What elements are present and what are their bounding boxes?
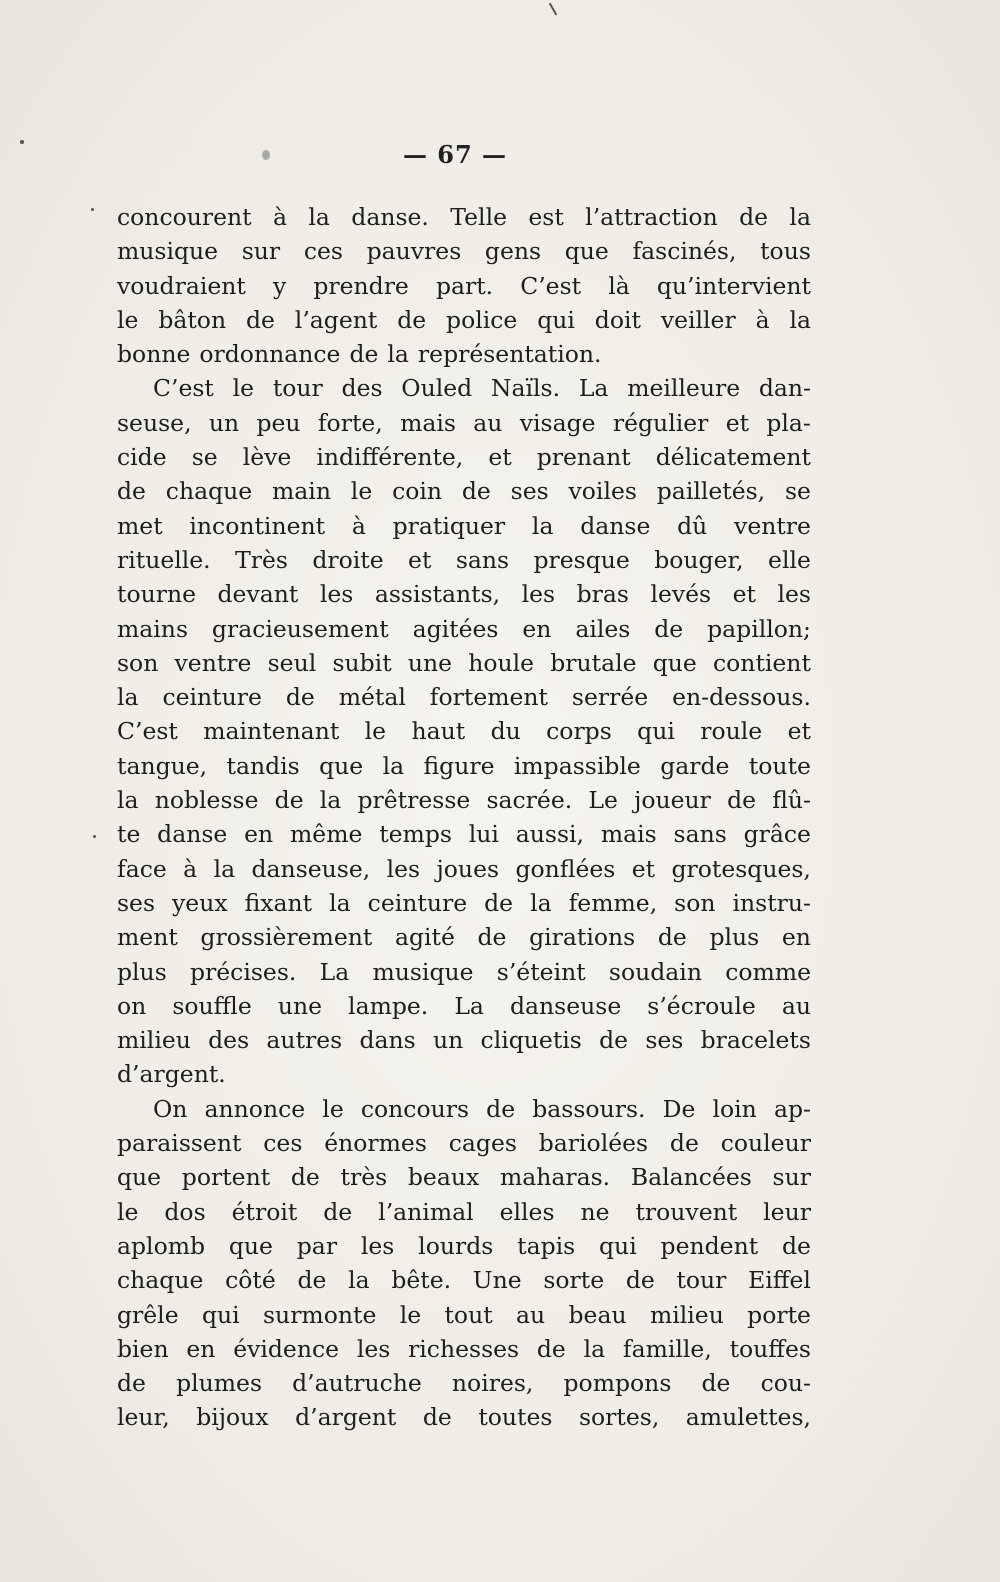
page-number: — 67 — [402,140,508,169]
text-line: tangue, tandis que la figure impassible garde toute [117,751,811,780]
text-line: leur, bijoux d’argent de toutes sortes, amulettes, [117,1403,811,1432]
text-line: le bâton de l’agent de police qui doit veiller à la [117,305,811,334]
text-line: on souffle une lampe. La danseuse s’écroule au [117,991,811,1020]
scan-speck [262,150,270,160]
text-line: de plumes d’autruche noires, pompons de cou- [117,1369,811,1398]
text-line: aplomb que par les lourds tapis qui pendent de [117,1231,811,1260]
text-line: le dos étroit de l’animal elles ne trouvent leur [117,1197,811,1226]
text-line: voudraient y prendre part. C’est là qu’intervient [117,271,811,300]
text-line: concourent à la danse. Telle est l’attraction de la [117,203,811,231]
text-line: seuse, un peu forte, mais au visage régulier et pla- [117,408,811,437]
text-line: C’est le tour des Ouled Naïls. La meilleure dan- [153,374,811,403]
text-line: la ceinture de métal fortement serrée en-dessous. [117,683,811,712]
text-line: musique sur ces pauvres gens que fascinés, tous [117,237,811,266]
text-line: d’argent. [117,1060,226,1089]
text-line: bien en évidence les richesses de la famille, touffes [117,1334,811,1363]
text-line: mains gracieusement agitées en ailes de papillon; [117,614,811,643]
scan-speck [549,2,558,15]
text-line: On annonce le concours de bassours. De loin ap- [153,1094,811,1123]
text-line: tourne devant les assistants, les bras levés et les [117,580,811,609]
text-line: son ventre seul subit une houle brutale que contient [117,648,811,677]
text-line: ses yeux fixant la ceinture de la femme, son instru- [117,888,811,917]
text-line: C’est maintenant le haut du corps qui roule et [117,717,811,746]
text-line: de chaque main le coin de ses voiles pailletés, se [117,477,811,506]
text-line: grêle qui surmonte le tout au beau milieu porte [117,1300,811,1329]
scan-speck [93,835,96,838]
body-text [117,200,811,1435]
text-line: plus précises. La musique s’éteint soudain comme [117,957,811,986]
text-line: cide se lève indifférente, et prenant délicatement [117,443,811,472]
text-line: paraissent ces énormes cages bariolées de couleur [117,1129,811,1158]
text-line: face à la danseuse, les joues gonflées et grotesques, [117,854,811,883]
text-line: rituelle. Très droite et sans presque bouger, elle [117,545,811,574]
text-line: milieu des autres dans un cliquetis de ses bracelets [117,1026,811,1055]
text-line: ment grossièrement agité de girations de plus en [117,923,811,952]
text-line: bonne ordonnance de la représentation. [117,340,602,369]
text-line: la noblesse de la prêtresse sacrée. Le joueur de flû- [117,786,811,815]
text-line: te danse en même temps lui aussi, mais sans grâce [117,820,811,849]
scan-speck [20,140,24,144]
scan-speck [91,208,94,211]
text-line: que portent de très beaux maharas. Balancées sur [117,1163,811,1192]
text-line: met incontinent à pratiquer la danse dû ventre [117,511,811,540]
text-line: chaque côté de la bête. Une sorte de tour Eiffel [117,1266,811,1295]
